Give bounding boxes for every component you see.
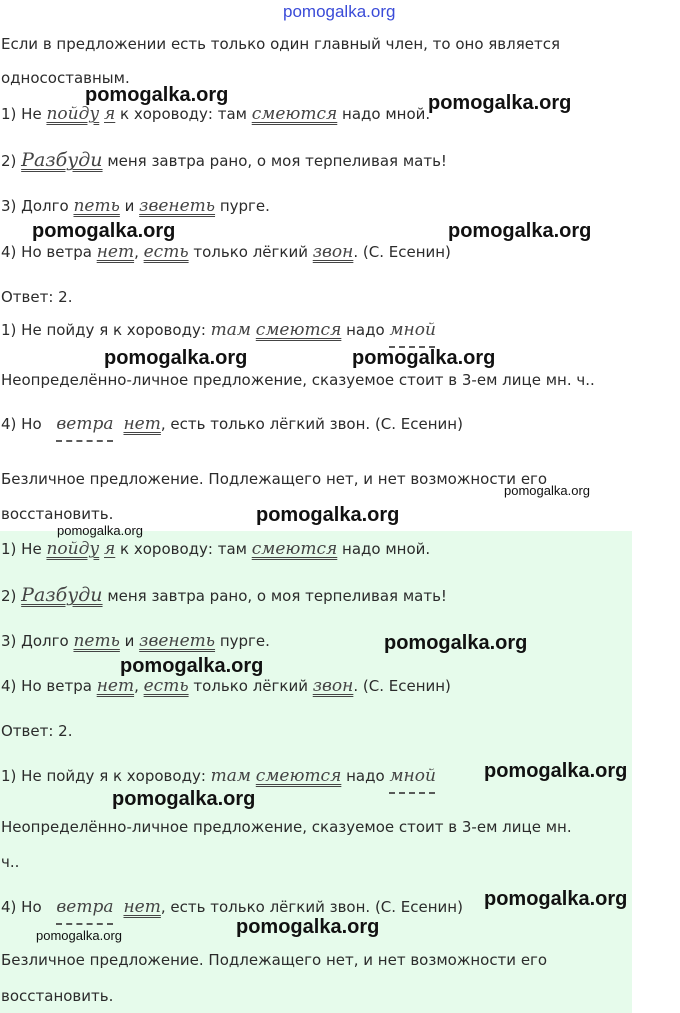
- watermark: pomogalka.org: [57, 523, 143, 538]
- intro-line-1: Если в предложении есть только один главный член, то оно является: [1, 35, 560, 53]
- sentence-2: 2) Разбуди меня завтра рано, о моя терпеливая мать!: [1, 149, 447, 171]
- watermark: pomogalka.org: [384, 632, 528, 654]
- example-1: 1) Не пойду я к хороводу: там смеются надо мной: [1, 320, 436, 340]
- explanation-4-repeat-line-2: восстановить.: [1, 987, 114, 1005]
- explanation-4-line-2: восстановить.: [1, 505, 114, 523]
- watermark: pomogalka.org: [36, 928, 122, 943]
- watermark: pomogalka.org: [120, 655, 264, 677]
- explanation-4-repeat-line-1: Безличное предложение. Подлежащего нет, и нет возможности его: [1, 951, 548, 969]
- sentence-3: 3) Долго петь и звенеть пурге.: [1, 196, 270, 216]
- explanation-1: Неопределённо-личное предложение, сказуемое стоит в 3-ем лице мн. ч..: [1, 371, 595, 389]
- example-1-repeat: 1) Не пойду я к хороводу: там смеются надо мной: [1, 766, 436, 786]
- sentence-4-repeat: 4) Но ветра нет, есть только лёгкий звон. (С. Есенин): [1, 676, 451, 696]
- watermark: pomogalka.org: [504, 483, 590, 498]
- explanation-1-repeat-line-1: Неопределённо-личное предложение, сказуемое стоит в 3-ем лице мн.: [1, 818, 572, 836]
- watermark: pomogalka.org: [236, 916, 380, 938]
- intro-line-2: односоставным.: [1, 69, 130, 87]
- watermark: pomogalka.org: [32, 220, 176, 242]
- sentence-2-repeat: 2) Разбуди меня завтра рано, о моя терпеливая мать!: [1, 584, 447, 606]
- watermark: pomogalka.org: [112, 788, 256, 810]
- answer-text: Ответ: 2.: [1, 288, 73, 306]
- watermark: pomogalka.org: [85, 84, 229, 106]
- example-4: 4) Но ветра нет, есть только лёгкий звон. (С. Есенин): [1, 414, 463, 434]
- watermark: pomogalka.org: [352, 347, 496, 369]
- example-4-repeat: 4) Но ветра нет, есть только лёгкий звон. (С. Есенин): [1, 897, 463, 917]
- explanation-1-repeat-line-2: ч..: [1, 853, 20, 871]
- site-header-link[interactable]: pomogalka.org: [283, 2, 396, 21]
- sentence-3-repeat: 3) Долго петь и звенеть пурге.: [1, 631, 270, 651]
- sentence-1: 1) Не пойду я к хороводу: там смеются надо мной.: [1, 104, 431, 124]
- watermark: pomogalka.org: [256, 504, 400, 526]
- answer-text-repeat: Ответ: 2.: [1, 722, 73, 740]
- watermark: pomogalka.org: [448, 220, 592, 242]
- sentence-4: 4) Но ветра нет, есть только лёгкий звон. (С. Есенин): [1, 242, 451, 262]
- sentence-1-repeat: 1) Не пойду я к хороводу: там смеются надо мной.: [1, 539, 431, 559]
- explanation-4-line-1: Безличное предложение. Подлежащего нет, и нет возможности его: [1, 470, 548, 488]
- watermark: pomogalka.org: [428, 92, 572, 114]
- watermark: pomogalka.org: [484, 888, 628, 910]
- watermark: pomogalka.org: [484, 760, 628, 782]
- watermark: pomogalka.org: [104, 347, 248, 369]
